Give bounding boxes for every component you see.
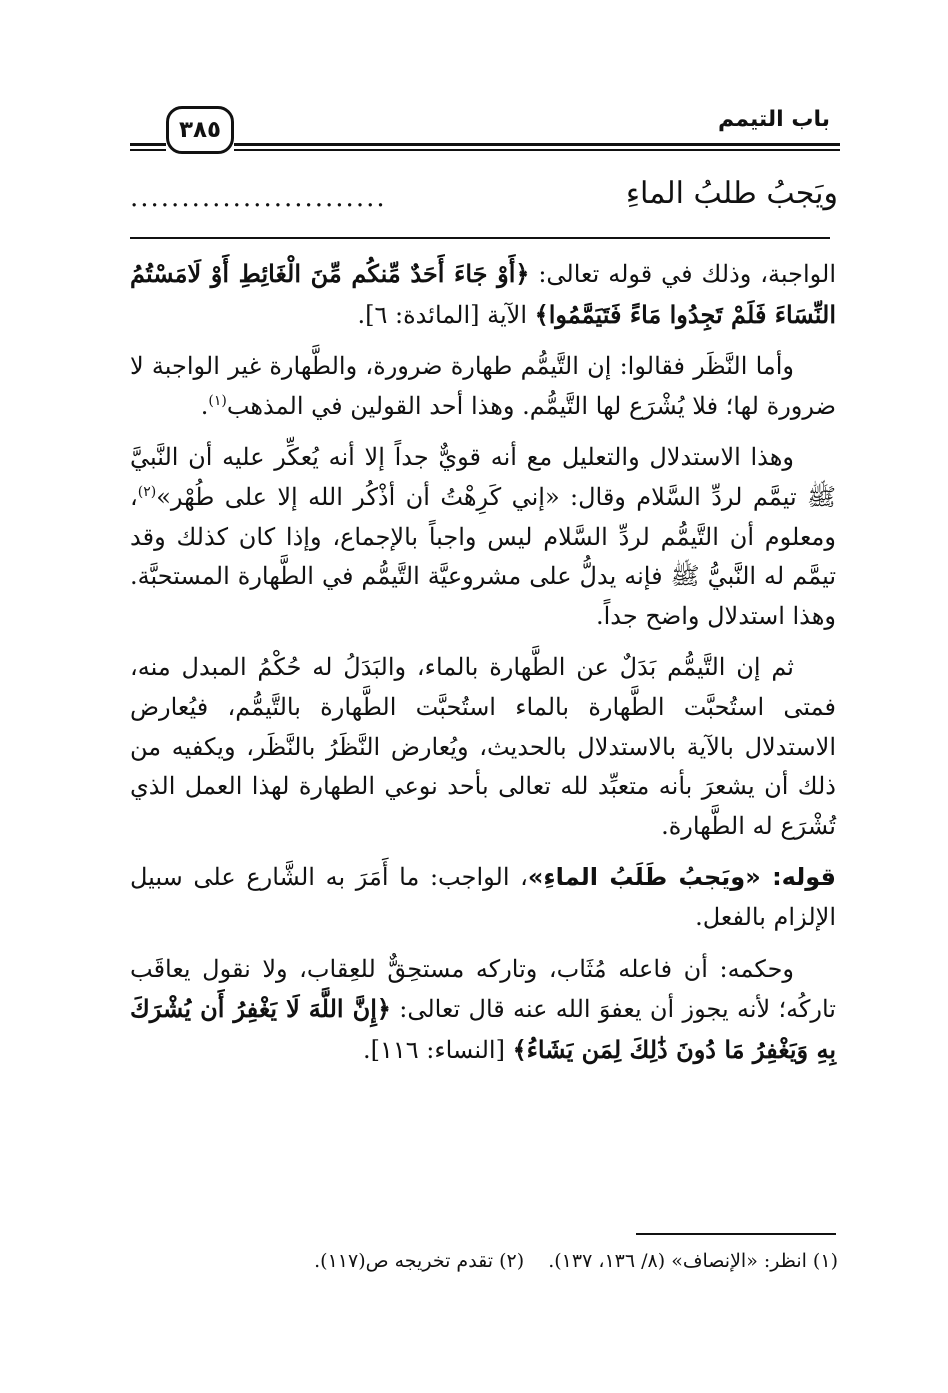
paragraph-5 [130,858,836,937]
paragraph-4: ثم إن التَّيمُّم بَدَلٌ عن الطَّهارة بالماء، والبَدَلُ له حُكْمُ المبدل منه، فمتى استُحبَّت الطَّهارة بالماء استُحبَّت الطَّهارة بالتَّيمُّم، فيُعارض الاستدلال بالآية بالاستدلال بالحديث، ويُعارض النَّظَرُ بالنَّظَر، ويكفيه من ذلك أن يشعرَ بأنه متعبِّد لله تعالى بأحد نوعي الطهارة لهذا العمل الذي تُشْرَع له الطَّهارة. [130,653,836,840]
paragraph-text: ، الواجب: ما أَمَرَ به الشَّارع على سبيل الإلزام بالفعل. [130,863,836,931]
footnotes [296,1250,838,1272]
footnote-1: (١) انظر: «الإنصاف» (٨/ ١٣٦، ١٣٧). [548,1250,838,1272]
footnote-marker-1: (١) [208,392,227,409]
paragraph-text: وأما النَّظَر فقالوا: إن التَّيمُّم طهارة ضرورة، والطَّهارة غير الواجبة لا ضرورة لها؛ فلا يُشْرَع لها التَّيمُّم. وهذا أحد القولين في المذهب [130,352,836,420]
paragraph-3 [130,438,836,636]
header-rule-left [130,143,166,146]
quran-verse: ﴿إِنَّ اللَّهَ لَا يَغْفِرُ أَن يُشْرَكَ بِهِ وَيَغْفِرُ مَا دُونَ ذَٰلِكَ لِمَن يَشَاءُ﴾ [130,994,836,1064]
page-number: ٣٨٥ [166,106,234,154]
matn-text: ويَجبُ طلبُ الماءِ [625,176,838,211]
paragraph-2 [130,347,836,426]
header-rule-left-thin [130,149,166,151]
quran-verse: ﴿أَوْ جَاءَ أَحَدٌ مِّنكُم مِّنَ الْغَائِطِ أَوْ لَامَسْتُمُ النِّسَاءَ فَلَمْ تَجِدُوا مَاءً فَتَيَمَّمُوا﴾ [130,259,836,329]
verse-reference: [النساء: ١١٦]. [362,1035,513,1064]
header-rule-right-thin [234,149,840,151]
commentary-body [130,254,836,1082]
chapter-title: باب التيمم [717,107,830,132]
paragraph-text: وهذا الاستدلال والتعليل مع أنه قويٌّ جداً إلا أنه يُعكِّر عليه أن النَّبيَّ ﷺ تيمَّم لردِّ السَّلام وقال: «إني كَرِهْتُ أن أذْكُر الله إلا على طُهْر» [130,443,836,511]
matn-quote: «ويَجبُ طَلَبُ الماءِ» [527,863,773,892]
footnote-marker-2: (٢) [137,483,157,500]
header-rule-right [234,143,840,146]
paragraph-text: الواجبة، وذلك في قوله تعالى: [529,260,836,288]
paragraph-text: وحكمه: أن فاعله مُثَاب، وتاركه مستحِقٌّ للعِقاب، ولا نقول يعاقَب تاركُه؛ لأنه يجوز أن يعفوَ الله عنه قال تعالى: [130,954,836,1024]
paragraph-6 [130,950,836,1071]
qawluhu-label: قوله: [772,863,837,892]
verse-reference: الآية [المائدة: ٦]. [357,300,535,329]
paragraph-1 [130,254,836,335]
paragraph-text: . [200,391,209,420]
footnote-2: (٢) تقدم تخريجه ص(١١٧). [314,1250,525,1272]
matn-separator [130,237,830,239]
paragraph-text: ، ومعلوم أن التَّيمُّم لردِّ السَّلام ليس واجباً بالإجماع، وإذا كان كذلك وقد تيمَّم له النَّبيُّ ﷺ فإنه يدلُّ على مشروعيَّة التَّيمُّم في الطَّهارة المستحبَّة. وهذا استدلال واضح جداً. [130,482,836,630]
footnote-separator [636,1233,836,1235]
matn-dots: ......................... [130,183,387,213]
